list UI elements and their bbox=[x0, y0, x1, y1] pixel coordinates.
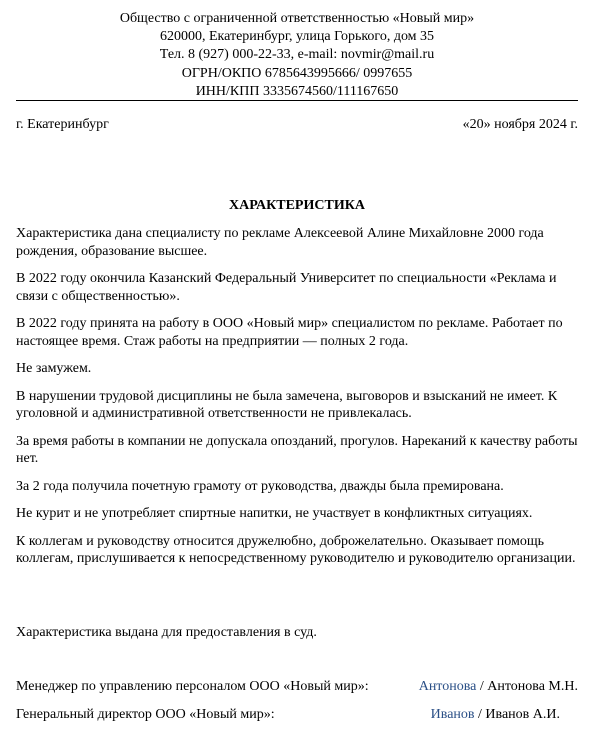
company-ogrn: ОГРН/ОКПО 6785643995666/ 0997655 bbox=[181, 65, 413, 81]
company-name: Общество с ограниченной ответственностью «Новый мир» bbox=[119, 11, 475, 26]
paragraph: Не курит и не употребляет спиртные напитки, не участвует в конфликтных ситуациях. bbox=[16, 506, 533, 521]
document-date: «20» ноября 2024 г. bbox=[462, 117, 578, 132]
signature-separator: / bbox=[474, 707, 486, 722]
company-inn: ИНН/КПП 3335674560/111167650 bbox=[195, 83, 399, 99]
paragraph: В 2022 году окончила Казанский Федеральный Университет по специальности «Реклама и связи с общественностью». bbox=[16, 271, 557, 304]
header-divider bbox=[16, 100, 578, 101]
company-address: 620000, Екатеринбург, улица Горького, дом 35 bbox=[159, 29, 435, 45]
signer-position: Менеджер по управлению персоналом ООО «Новый мир»: bbox=[16, 679, 369, 694]
paragraph: За время работы в компании не допускала опозданий, прогулов. Нареканий к качеству работы нет. bbox=[16, 433, 578, 466]
paragraph: К коллегам и руководству относится дружелюбно, доброжелательно. Оказывает помощь коллегам, прислушивается к непосредственному руководителю и руководителю организации. bbox=[16, 533, 576, 566]
handwritten-signature: Антонова bbox=[418, 679, 477, 694]
paragraph: Не замужем. bbox=[16, 361, 92, 376]
paragraph: Характеристика дана специалисту по рекламе Алексеевой Алине Михайловне 2000 года рождения, образование высшее. bbox=[16, 226, 544, 259]
letterhead bbox=[16, 10, 578, 101]
signature-separator: / bbox=[476, 679, 488, 694]
document-body bbox=[16, 225, 582, 578]
signature-block bbox=[431, 706, 560, 724]
company-contacts: Тел. 8 (927) 000-22-33, e-mail: novmir@mail.ru bbox=[159, 47, 435, 63]
paragraph: За 2 года получила почетную грамоту от руководства, дважды была премирована. bbox=[16, 478, 504, 494]
handwritten-signature: Иванов bbox=[430, 707, 475, 722]
place-date-row bbox=[16, 116, 578, 134]
signature-block bbox=[419, 678, 578, 696]
purpose-statement: Характеристика выдана для предоставления в суд. bbox=[16, 625, 317, 640]
signer-position: Генеральный директор ООО «Новый мир»: bbox=[16, 707, 275, 722]
paragraph: В 2022 году принята на работу в ООО «Новый мир» специалистом по рекламе. Работает по настоящее время. Стаж работы на предприятии — полных 2 года. bbox=[16, 316, 563, 349]
signer-name: Иванов А.И. bbox=[485, 707, 560, 722]
paragraph: В нарушении трудовой дисциплины не была замечена, выговоров и взысканий не имеет. К уголовной и административной ответственности не привлекалась. bbox=[16, 388, 558, 421]
document-place: г. Екатеринбург bbox=[16, 117, 109, 132]
signer-name: Антонова М.Н. bbox=[487, 679, 578, 694]
document-title: ХАРАКТЕРИСТИКА bbox=[229, 198, 365, 213]
